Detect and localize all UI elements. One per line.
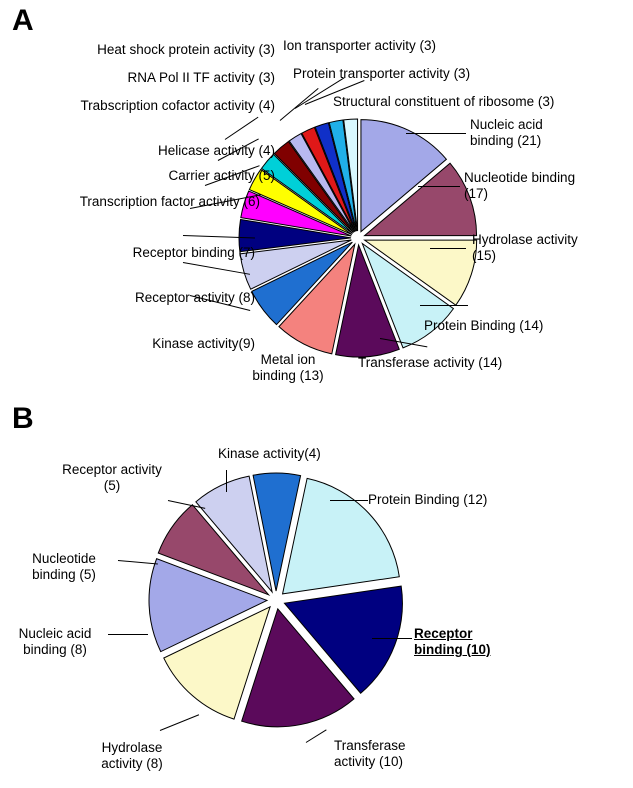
label-b-receptor-binding-text: Receptor binding (10) [414,626,491,657]
pie-b-slices [149,473,402,727]
label-kinase-activity: Kinase activity(9) [152,336,255,351]
leader-line [108,634,148,635]
label-protein-transporter-activity: Protein transporter activity (3) [293,66,471,81]
leader-line [420,305,468,306]
leader-line [418,186,460,187]
label-nucleic-acid-binding: Nucleic acid binding (21) [470,117,543,148]
leader-line [372,638,412,639]
leader-line [330,500,368,501]
leader-line [406,133,466,134]
label-rna-pol-ii-tf-activity: RNA Pol II TF activity (3) [127,70,275,85]
label-transcription-factor-activity: Transcription factor activity (6) [79,194,260,209]
label-nucleotide-binding: Nucleotide binding (17) [464,170,576,201]
label-b-hydrolase-activity: Hydrolase activity (8) [101,740,163,771]
label-structural-constituent-of-ribosome: Structural constituent of ribosome (3) [333,94,555,109]
label-metal-ion-binding: Metal ion binding (13) [252,352,324,383]
label-b-receptor-binding [414,626,524,658]
pie-chart-a-svg [218,98,498,378]
label-receptor-binding: Receptor binding (7) [132,245,255,260]
leader-line [430,248,466,249]
label-hydrolase-activity: Hydrolase activity (15) [472,232,578,263]
leader-line [226,470,227,492]
label-helicase-activity: Helicase activity (4) [157,143,275,158]
label-b-transferase-activity: Transferase activity (10) [334,738,406,769]
label-transferase-activity: Transferase activity (14) [358,355,503,370]
label-b-kinase-activity: Kinase activity(4) [218,446,321,461]
label-carrier-activity: Carrier activity (5) [168,168,275,183]
label-b-nucleotide-binding: Nucleotide binding (5) [32,551,96,582]
label-transcription-cofactor-activity: Trabscription cofactor activity (4) [80,98,275,113]
label-ion-transporter-activity: Ion transporter activity (3) [283,38,437,53]
label-receptor-activity: Receptor activity (8) [134,290,255,305]
label-b-protein-binding: Protein Binding (12) [368,492,488,507]
label-b-receptor-activity: Receptor activity (5) [62,462,162,493]
label-heat-shock-protein-activity: Heat shock protein activity (3) [97,42,275,57]
panel-a-letter: A [12,4,34,37]
pie-chart-a [218,98,498,378]
label-b-nucleic-acid-binding: Nucleic acid binding (8) [18,626,92,657]
panel-b-letter: B [12,402,34,435]
label-protein-binding: Protein Binding (14) [424,318,544,333]
